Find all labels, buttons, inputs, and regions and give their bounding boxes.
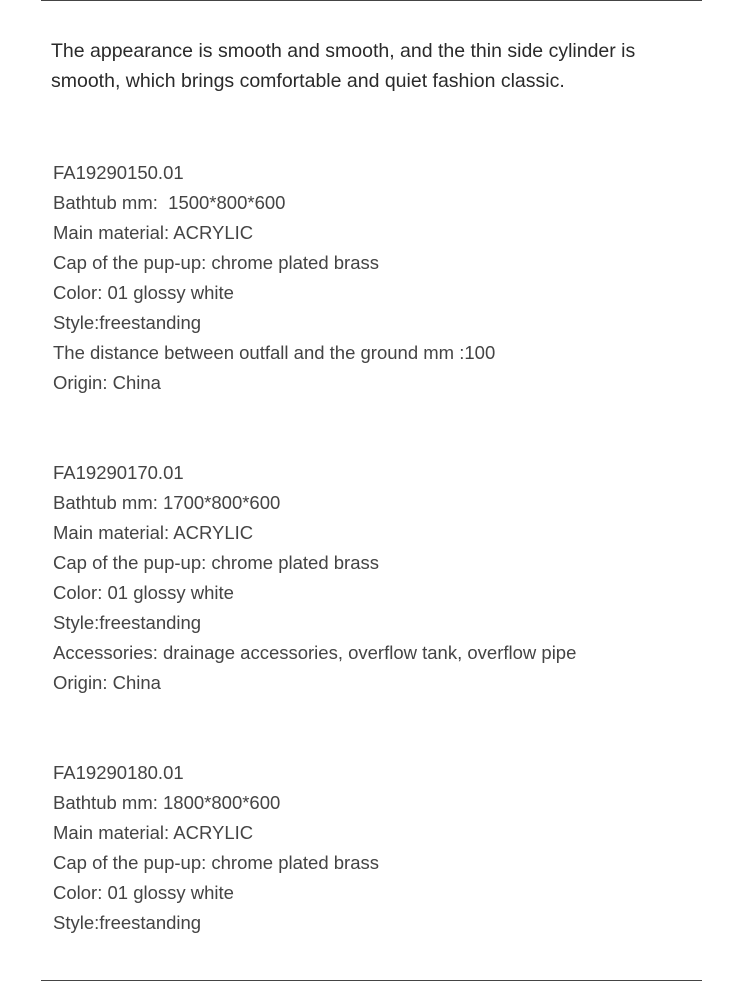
spec-dimensions: Bathtub mm: 1800*800*600 [53, 792, 281, 813]
spec-material: Main material: ACRYLIC [53, 822, 254, 843]
product-code: FA19290180.01 [53, 762, 184, 783]
spec-accessories: Accessories: drainage accessories, overflow tank, overflow pipe [53, 642, 577, 663]
intro-paragraph: The appearance is smooth and smooth, and the thin side cylinder is smooth, which brings comfortable and quiet fashion classic. [51, 40, 636, 92]
product-code: FA19290170.01 [53, 462, 184, 483]
spec-origin: Origin: China [53, 372, 161, 393]
spec-style: Style:freestanding [53, 312, 202, 333]
spec-style: Style:freestanding [53, 612, 202, 633]
spec-origin: Origin: China [53, 672, 161, 693]
spec-material: Main material: ACRYLIC [53, 522, 254, 543]
product-code: FA19290150.01 [53, 162, 184, 183]
product-spec-block-1 [53, 158, 713, 398]
spec-dimensions: Bathtub mm: 1500*800*600 [53, 192, 286, 213]
spec-dimensions: Bathtub mm: 1700*800*600 [53, 492, 281, 513]
spec-cap: Cap of the pup-up: chrome plated brass [53, 852, 379, 873]
spec-cap: Cap of the pup-up: chrome plated brass [53, 252, 379, 273]
spec-style: Style:freestanding [53, 912, 202, 933]
spec-color: Color: 01 glossy white [53, 582, 234, 603]
top-divider [41, 0, 702, 1]
product-spec-block-2 [53, 458, 713, 698]
product-spec-block-3 [53, 758, 713, 938]
spec-color: Color: 01 glossy white [53, 282, 234, 303]
spec-color: Color: 01 glossy white [53, 882, 234, 903]
spec-material: Main material: ACRYLIC [53, 222, 254, 243]
spec-cap: Cap of the pup-up: chrome plated brass [53, 552, 379, 573]
spec-outfall-distance: The distance between outfall and the ground mm :100 [53, 342, 496, 363]
